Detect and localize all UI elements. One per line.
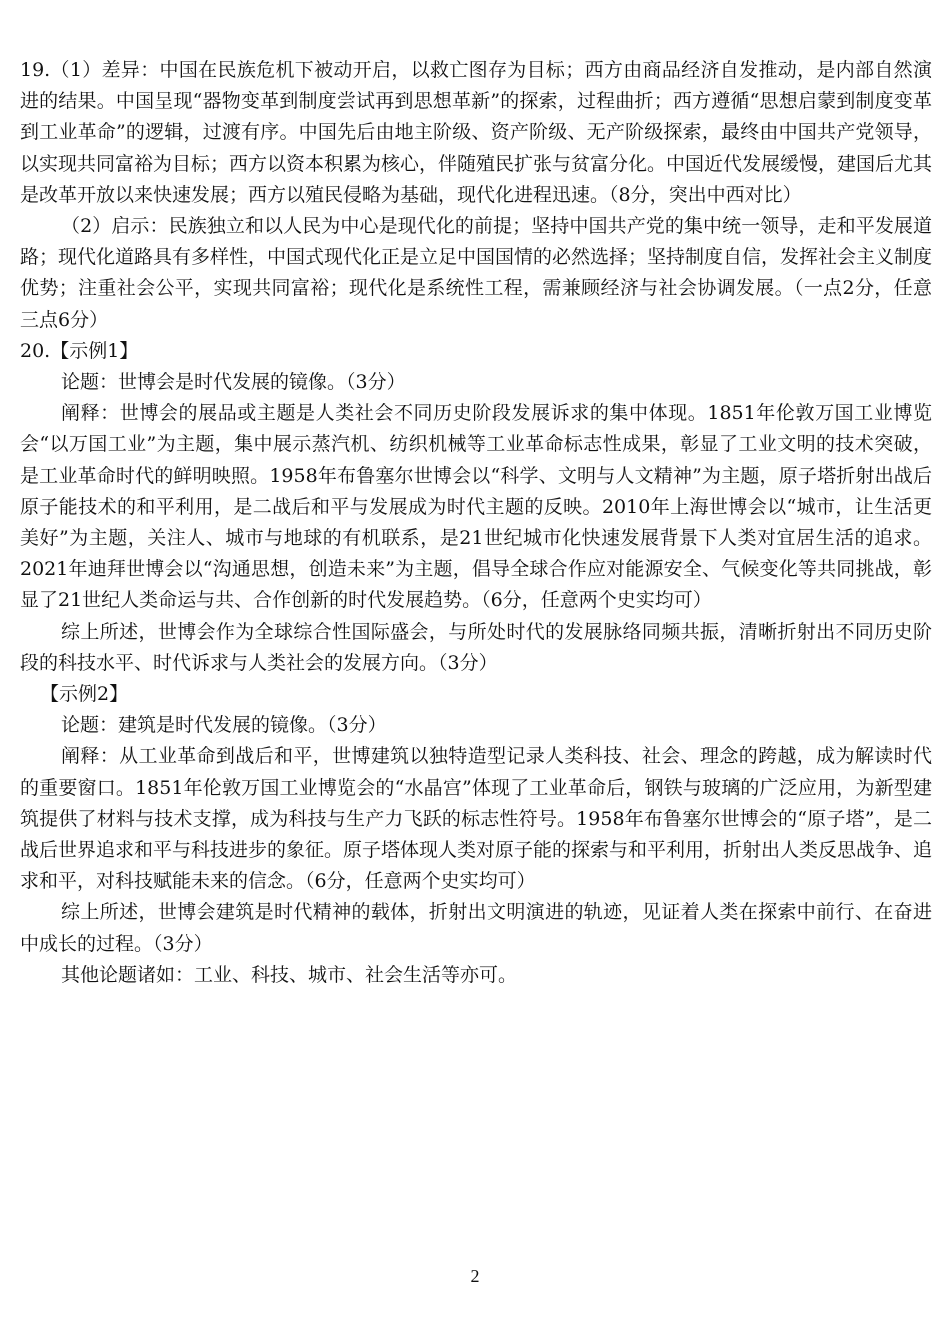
example2-thesis: 论题：建筑是时代发展的镜像。（3分）	[61, 714, 387, 737]
page-number: 2	[470, 1266, 480, 1286]
q19-part2: （2）启示：民族独立和以人民为中心是现代化的前提；坚持中国共产党的集中统一领导，走和平发展道路；现代化道路具有多样性，中国式现代化正是立足中国国情的必然选择；坚持制度自信，发挥社会主义制度优势；注重社会公平，实现共同富裕；现代化是系统性工程，需兼顾经济与社会协调发展。（一点2分，任意三点6分）	[20, 215, 933, 331]
example1-elaboration: 阐释：世博会的展品或主题是人类社会不同历史阶段发展诉求的集中体现。1851年伦敦万国工业博览会“以万国工业”为主题，集中展示蒸汽机、纺织机械等工业革命标志性成果，彰显了工业文明的技术突破，是工业革命时代的鲜明映照。1958年布鲁塞尔世博会以“科学、文明与人文精神”为主题，原子塔折射出战后原子能技术的和平利用，是二战后和平与发展成为时代主题的反映。2010年上海世博会以“城市，让生活更美好”为主题，关注人、城市与地球的有机联系，是21世纪城市化快速发展背景下人类对宜居生活的追求。2021年迪拜世博会以“沟通思想，创造未来”为主题，倡导全球合作应对能源安全、气候变化等共同挑战，彰显了21世纪人类命运与共、合作创新的时代发展趋势。（6分，任意两个史实均可）	[20, 402, 932, 612]
q20-example1-label: 20.【示例1】	[20, 339, 139, 362]
q19-part1: 19.（1）差异：中国在民族危机下被动开启，以救亡图存为目标；西方由商品经济自发推动，是内部自然演进的结果。中国呈现“器物变革到制度尝试再到思想革新”的探索，过程曲折；西方遵循“思想启蒙到制度变革到工业革命”的逻辑，过渡有序。中国先后由地主阶级、资产阶级、无产阶级探索，最终由中国共产党领导，以实现共同富裕为目标；西方以资本积累为核心，伴随殖民扩张与贫富分化。中国近代发展缓慢，建国后尤其是改革开放以来快速发展；西方以殖民侵略为基础，现代化进程迅速。（8分，突出中西对比）	[20, 59, 933, 206]
q20-example2-label: 【示例2】	[40, 683, 129, 706]
answer-document	[20, 55, 932, 991]
example1-conclusion: 综上所述，世博会作为全球综合性国际盛会，与所处时代的发展脉络同频共振，清晰折射出不同历史阶段的科技水平、时代诉求与人类社会的发展方向。（3分）	[20, 620, 932, 674]
example1-thesis: 论题：世博会是时代发展的镜像。（3分）	[61, 371, 406, 394]
example2-conclusion: 综上所述，世博会建筑是时代精神的载体，折射出文明演进的轨迹，见证着人类在探索中前行、在奋进中成长的过程。（3分）	[20, 901, 932, 955]
example2-elaboration: 阐释：从工业革命到战后和平，世博建筑以独特造型记录人类科技、社会、理念的跨越，成为解读时代的重要窗口。1851年伦敦万国工业博览会的“水晶宫”体现了工业革命后，钢铁与玻璃的广泛应用，为新型建筑提供了材料与技术支撑，成为科技与生产力飞跃的标志性符号。1958年布鲁塞尔世博会的“原子塔”，是二战后世界追求和平与科技进步的象征。原子塔体现人类对原子能的探索与和平利用，折射出人类反思战争、追求和平，对科技赋能未来的信念。（6分，任意两个史实均可）	[20, 745, 933, 893]
other-topics-note: 其他论题诸如：工业、科技、城市、社会生活等亦可。	[61, 963, 518, 986]
